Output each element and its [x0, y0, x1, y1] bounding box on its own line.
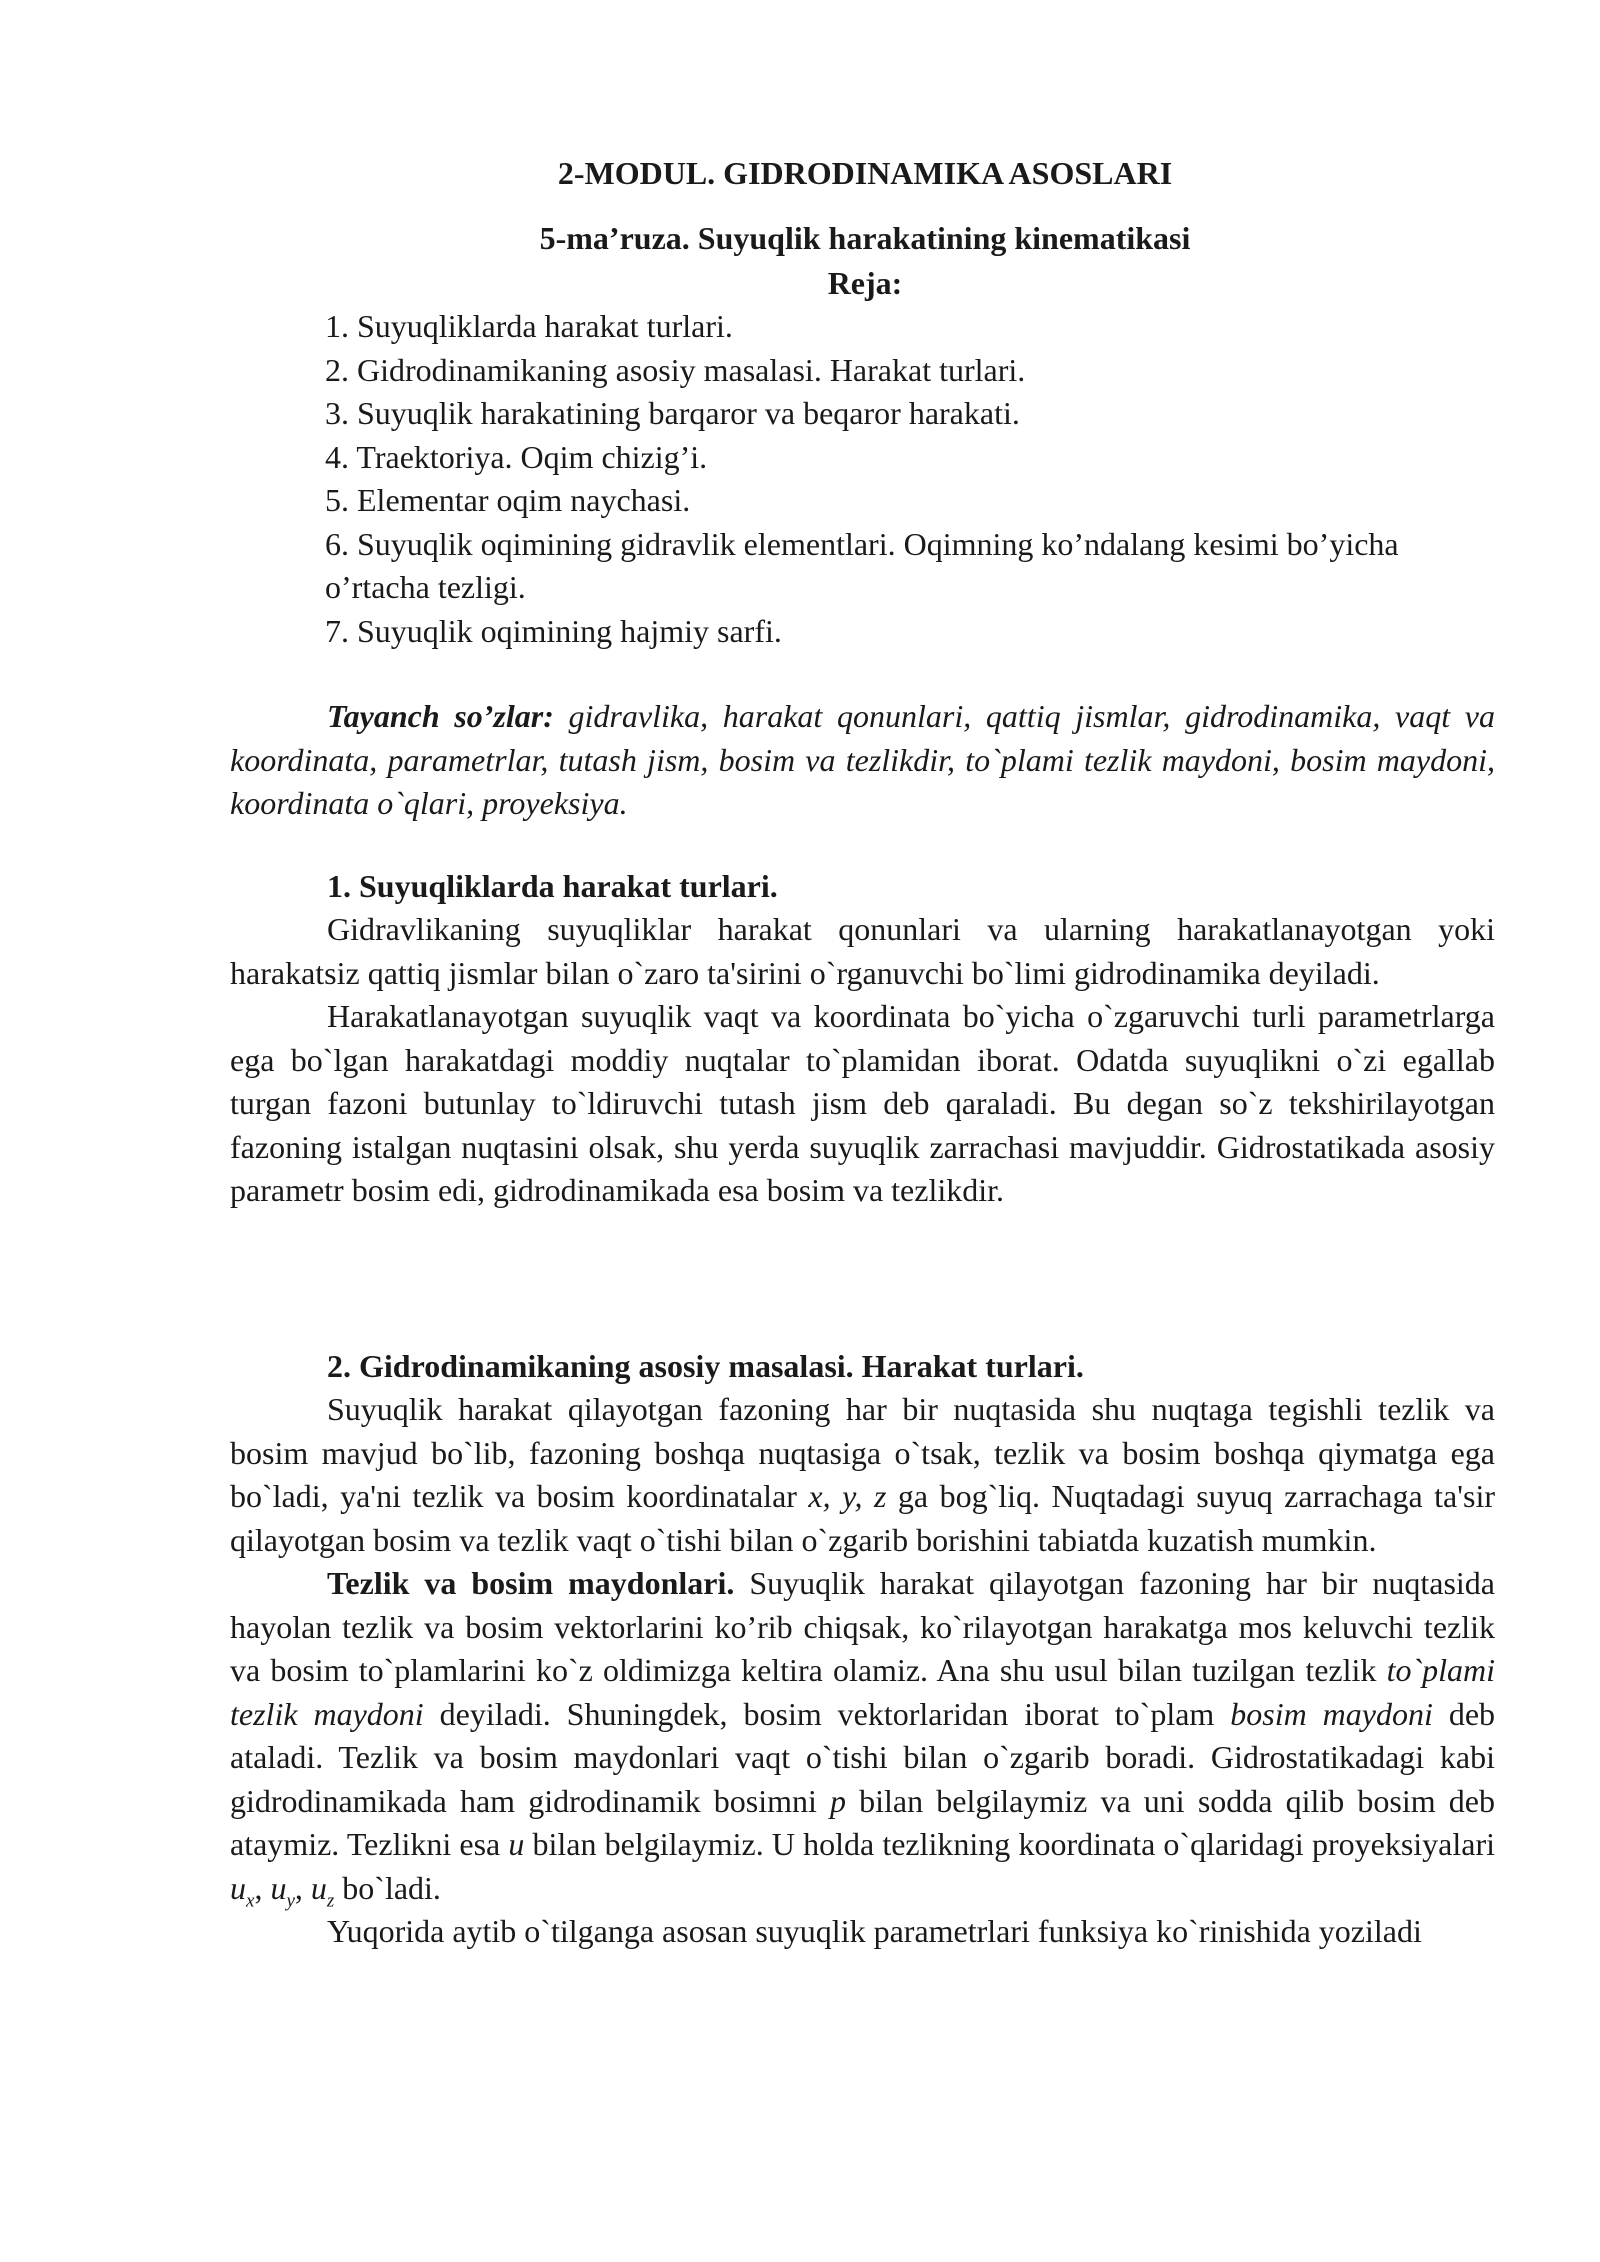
text-run: ga bog`liq. Nuqtadagi suyuq zarrachaga ta'sir qilayotgan bosim va tezlik vaqt o`tishi bilan o`zgarib borishini tabiatda kuzatish mumkin.: [230, 1478, 1496, 1558]
section1-paragraph-2: Harakatlanayotgan suyuqlik vaqt va koordinata bo`yicha o`zgaruvchi turli parametrlarga ega bo`lgan harakatdagi moddiy nuqtalar to`plamidan iborat. Odatda suyuqlikni o`zi egallab turgan fazoni butunlay to`ldiruvchi tutash jism deb qaraladi. Bu degan so`z tekshirilayotgan fazoning istalgan nuqtasini olsak, shu yerda suyuqlik zarrachasi mavjuddir. Gidrostatikada asosiy parametr bosim edi, gidrodinamikada esa bosim va tezlikdir.: [230, 998, 1495, 1208]
text-run: Suyuqlik harakat qilayotgan fazoning har bir nuqtasida hayolan tezlik va bosim vektorlarini ko’rib chiqsak, ko`rilayotgan harakatga mos keluvchi tezlik va bosim to`plamlarini ko`z oldimizga keltira olamiz. Ana shu usul bilan tuzilgan tezlik: [230, 1565, 1496, 1688]
text-run: bilan belgilaymiz va uni sodda qilib bosim deb ataymiz. Tezlikni esa: [230, 1782, 1496, 1862]
keywords-label: Tayanch so’zlar:: [327, 698, 554, 734]
text-run: ,: [294, 1869, 311, 1906]
velocity-x-symbol: $u_x$: [230, 1869, 255, 1911]
plan-item: 2. Gidrodinamikaning asosiy masalasi. Harakat turlari.: [325, 351, 1026, 388]
keywords-text: gidravlika, harakat qonunlari, qattiq jismlar, gidrodinamika, vaqt va koordinata, parametrlar, tutash jism, bosim va tezlikdir, to`plami tezlik maydoni, bosim maydoni, koordinata o`qlari, proyeksiya.: [230, 698, 1496, 821]
plan-item: 7. Suyuqlik oqimining hajmiy sarfi.: [325, 612, 782, 649]
text-run: deyiladi. Shuningdek, bosim vektorlaridan iborat to`plam: [423, 1695, 1231, 1732]
plan-item: 1. Suyuqliklarda harakat turlari.: [325, 308, 733, 344]
text-run: bo`ladi.: [334, 1869, 441, 1906]
plan-list: [325, 305, 1455, 653]
velocity-pressure-fields-term: Tezlik va bosim maydonlari.: [327, 1565, 735, 1601]
text-run: deb ataladi. Tezlik va bosim maydonlari vaqt o`tishi bilan o`zgarib boradi. Gidrostatikadagi kabi gidrodinamikada ham gidrodinamik bosimni: [230, 1695, 1496, 1819]
section1-heading: 1. Suyuqliklarda harakat turlari.: [327, 868, 778, 904]
section2-paragraph-1: [230, 1388, 1495, 1562]
lecture-title: 5-ma’ruza. Suyuqlik harakatining kinematikasi: [539, 220, 1191, 256]
plan-heading: Reja:: [827, 265, 903, 301]
section1-body: [230, 908, 1495, 1213]
text-run: ,: [254, 1869, 271, 1906]
section1-paragraph-1: Gidravlikaning suyuqliklar harakat qonunlari va ularning harakatlanayotgan yoki harakatsiz qattiq jismlar bilan o`zaro ta'sirini o`rganuvchi bo`limi gidrodinamika deyiladi.: [230, 911, 1495, 991]
velocity-y-symbol: $u_y$: [270, 1869, 295, 1911]
section2-body: [230, 1388, 1495, 1954]
section2-paragraph-3: Yuqorida aytib o`tilganga asosan suyuqlik parametrlari funksiya ko`rinishida yoziladi: [327, 1913, 1422, 1949]
velocity-symbol: u: [508, 1826, 525, 1862]
plan-item: 5. Elementar oqim naychasi.: [325, 482, 691, 518]
text-run: Suyuqlik harakat qilayotgan fazoning har bir nuqtasida shu nuqtaga tegishli tezlik va bosim mavjud bo`lib, fazoning boshqa nuqtasiga o`tsak, tezlik va bosim boshqa qiymatga ega bo`ladi, ya'ni tezlik va bosim koordinatalar: [230, 1391, 1495, 1514]
keywords-paragraph: [230, 695, 1495, 826]
plan-item: 6. Suyuqlik oqimining gidravlik elementlari. Oqimning ko’ndalang kesimi bo’yicha o’rtacha tezligi.: [325, 525, 1399, 605]
plan-item: 3. Suyuqlik harakatining barqaror va beqaror harakati.: [325, 395, 1020, 431]
coordinates-xyz: x, y, z: [808, 1478, 887, 1514]
section2-heading: 2. Gidrodinamikaning asosiy masalasi. Harakat turlari.: [327, 1348, 1084, 1384]
pressure-field-term: bosim maydoni: [1230, 1695, 1433, 1732]
text-run: bilan belgilaymiz. U holda tezlikning koordinata o`qlaridagi proyeksiyalari: [524, 1826, 1495, 1862]
velocity-z-symbol: $u_z$: [310, 1869, 335, 1911]
module-title: 2-MODUL. GIDRODINAMIKA ASOSLARI: [557, 155, 1173, 191]
section2-paragraph-2: [230, 1562, 1495, 1910]
pressure-symbol: p: [830, 1782, 847, 1819]
velocity-field-term: to`plami tezlik maydoni: [230, 1652, 1495, 1732]
plan-item: 4. Traektoriya. Oqim chizig’i.: [325, 438, 708, 475]
